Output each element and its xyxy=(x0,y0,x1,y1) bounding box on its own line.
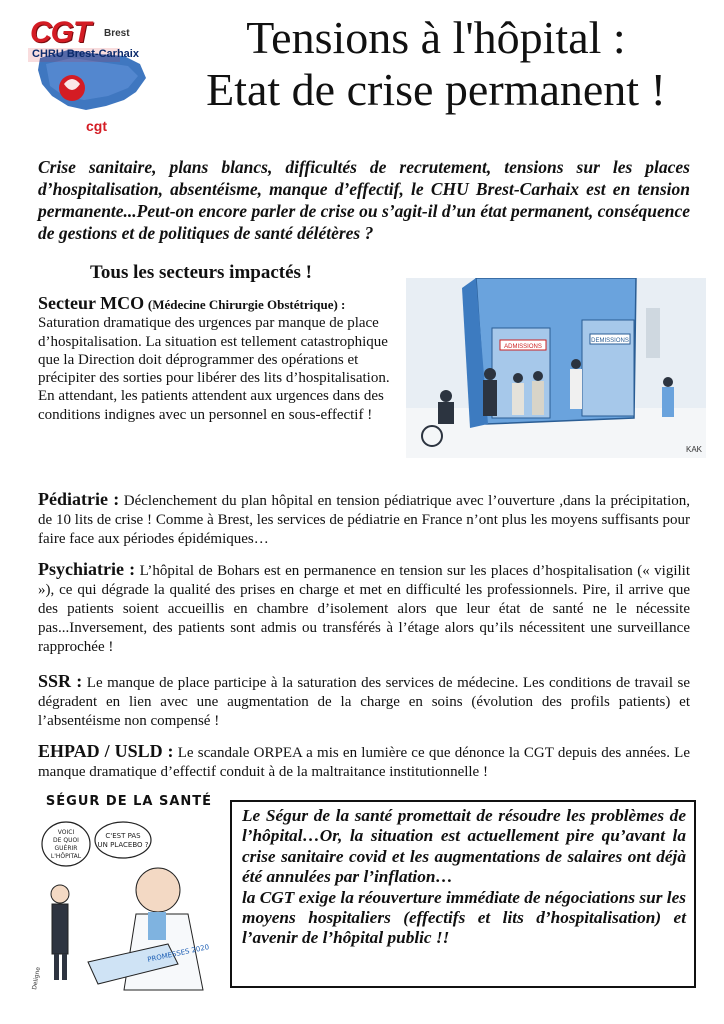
cartoon-title: SÉGUR DE LA SANTÉ xyxy=(45,794,213,809)
sign-admissions: ADMISSIONS xyxy=(504,344,542,350)
box-paragraph-2: la CGT exige la réouverture immédiate de négociations sur les moyens hospitaliers (effectifs et lits d’hospitalisation) et l’avenir de l’hôpital public !! xyxy=(242,887,687,948)
pediatrie-title: Pédiatrie : xyxy=(38,489,120,509)
mco-title: Secteur MCO xyxy=(38,293,145,313)
ehpad-text: Le scandale ORPEA a mis en lumière ce que dénonce la CGT depuis des années. Le manque dramatique d’effectif conduit à de la maltraitance institutionnelle ! xyxy=(38,745,690,780)
logo-org: CHRU Brest-Carhaix xyxy=(32,48,139,60)
title-line-1: Tensions à l'hôpital : xyxy=(246,12,626,63)
hospital-illustration xyxy=(406,278,706,458)
mco-text-2: En attendant, les patients attendent aux urgences dans des conditions indignes avec un personnel en sous-effectif ! xyxy=(38,388,384,423)
bubble1-line1: VOICI xyxy=(57,829,75,836)
cartoon-drawing-icon xyxy=(28,794,228,994)
psychiatrie-title: Psychiatrie : xyxy=(38,559,136,579)
section-ehpad xyxy=(38,742,690,782)
section-ssr xyxy=(38,672,690,731)
mco-text-1: Saturation dramatique des urgences par manque de place d’hospitalisation. La situation est tellement catastrophique que la Direction doit déprogrammer des opérations et précipiter des sorties pour libérer des lits d’hospitalisation. xyxy=(38,315,390,387)
cartoon-signature: Deligne xyxy=(31,966,42,991)
ehpad-title: EHPAD / USLD : xyxy=(38,741,174,761)
bubble1-line2: DE QUOI xyxy=(53,837,79,844)
bubble2-line2: UN PLACEBO ? xyxy=(97,841,149,849)
sectors-heading: Tous les secteurs impactés ! xyxy=(90,262,312,283)
illustration-signature: KAK xyxy=(686,445,703,454)
bubble1-line3: GUÉRIR xyxy=(54,845,78,852)
page-title xyxy=(176,12,696,116)
segur-cartoon xyxy=(28,794,228,994)
hospital-scene-icon xyxy=(406,278,706,458)
section-psychiatrie xyxy=(38,560,690,657)
intro-paragraph: Crise sanitaire, plans blancs, difficultés de recrutement, tensions sur les places d’hospitalisation, absentéisme, manque d’effectif, le CHU Brest-Carhaix est en tension permanente...Peut-on encore parler de crise ou s’agit-il d’un état permanent, conséquence de gestions et de politiques de santé délétères ? xyxy=(38,157,690,243)
bubble2-line1: C'EST PAS xyxy=(105,832,141,840)
cgt-logo xyxy=(28,14,156,142)
bubble1-line4: L'HÔPITAL xyxy=(50,853,82,860)
promesses-label: PROMESSES 2020 xyxy=(146,943,210,964)
sign-demissions: DEMISSIONS xyxy=(591,338,629,344)
logo-short: cgt xyxy=(86,118,107,134)
section-pediatrie xyxy=(38,490,690,549)
ssr-title: SSR : xyxy=(38,671,83,691)
pediatrie-text: Déclenchement du plan hôpital en tension pédiatrique avec l’ouverture ,dans la précipitation, de 10 lits de crise ! Comme à Brest, les services de pédiatrie en France n’ont plus les moyens suffisants pour faire face aux périodes épidémiques… xyxy=(38,493,691,547)
logo-brand: CGT xyxy=(30,16,91,49)
logo-city: Brest xyxy=(104,28,130,39)
ssr-text: Le manque de place participe à la saturation des services de médecine. Les conditions de travail se dégradent en lien avec une augmentation de la charge en soins (évolution des profils patients) et l’absentéisme non compensé ! xyxy=(38,675,690,729)
section-mco xyxy=(38,294,390,424)
conclusion-box xyxy=(230,800,696,988)
psychiatrie-text: L’hôpital de Bohars est en permanence en tension sur les places d’hospitalisation (« vigilit »), ce qui dégrade la qualité des prises en charge et met en difficulté les professionnels. Pire, il arrive que des patients soient accueillis en chambre d’isolement alors que leur état de santé ne le nécessite pas...Inversement, des patients sont admis ou transférés à l’étage alors qu’ils nécessitent une surveillance rapprochée ! xyxy=(38,563,691,655)
title-line-2: Etat de crise permanent ! xyxy=(206,64,666,115)
mco-subtitle: (Médecine Chirurgie Obstétrique) : xyxy=(147,297,346,312)
box-paragraph-1: Le Ségur de la santé promettait de résoudre les problèmes de l’hôpital…Or, la situation est actuellement pire qu’avant la crise sanitaire covid et les augmentations de salaires ont déjà été annulées par l’inflation… xyxy=(242,806,686,887)
